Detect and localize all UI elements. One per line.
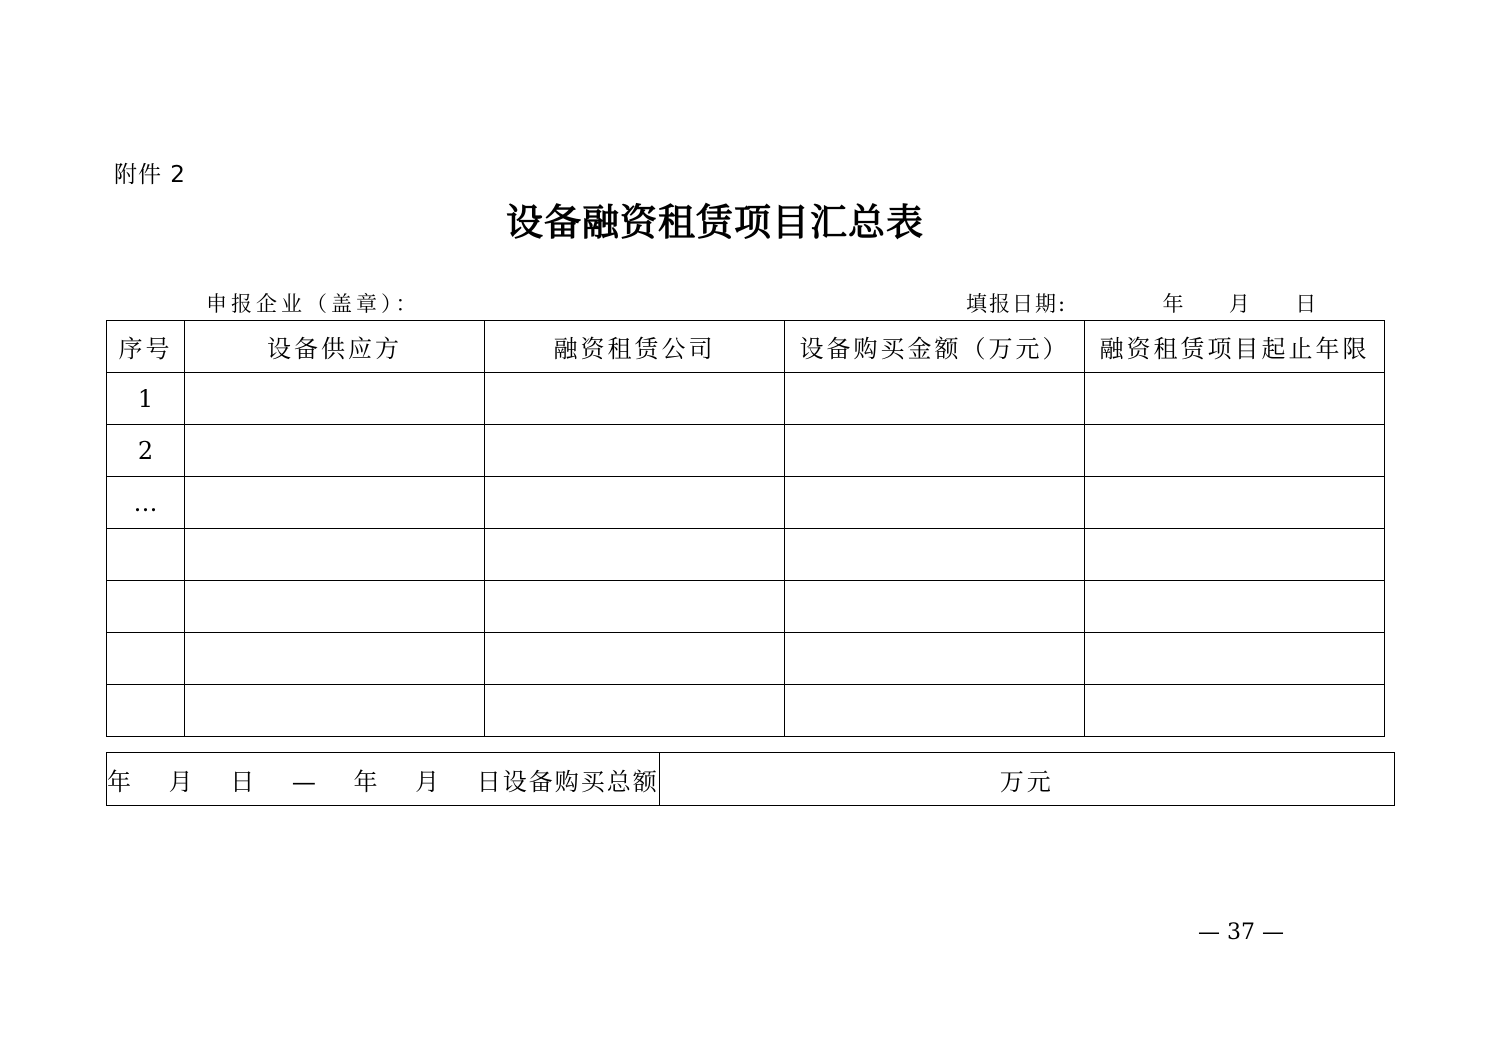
leasing-company-cell[interactable] (485, 373, 785, 425)
header-seq: 序号 (107, 321, 185, 373)
table-row (107, 685, 1385, 737)
leasing-company-cell[interactable] (485, 581, 785, 633)
table-row (107, 581, 1385, 633)
purchase-amount-cell[interactable] (785, 685, 1085, 737)
table-row (107, 477, 1385, 529)
row-seq: 1 (107, 373, 185, 425)
lease-term-cell[interactable] (1085, 529, 1385, 581)
purchase-amount-cell[interactable] (785, 425, 1085, 477)
lease-term-cell[interactable] (1085, 581, 1385, 633)
leasing-company-cell[interactable] (485, 685, 785, 737)
fill-date-year: 年 (1162, 292, 1186, 316)
total-row-table (106, 752, 1395, 806)
purchase-amount-cell[interactable] (785, 477, 1085, 529)
leasing-company-cell[interactable] (485, 477, 785, 529)
summary-table (106, 320, 1385, 737)
header-supplier: 设备供应方 (185, 321, 485, 373)
table-row (107, 373, 1385, 425)
fill-date-label: 填报日期: (966, 292, 1068, 316)
leasing-company-cell[interactable] (485, 425, 785, 477)
row-seq: 2 (107, 425, 185, 477)
header-purchase-amount: 设备购买金额（万元） (785, 321, 1085, 373)
table-row (107, 529, 1385, 581)
row-seq (107, 581, 185, 633)
attachment-label: 附件 2 (114, 162, 186, 188)
lease-term-cell[interactable] (1085, 425, 1385, 477)
lease-term-cell[interactable] (1085, 373, 1385, 425)
table-row (107, 425, 1385, 477)
purchase-amount-cell[interactable] (785, 529, 1085, 581)
total-period-label: 年 月 日 — 年 月 日设备购买总额 (107, 753, 660, 806)
row-seq (107, 633, 185, 685)
purchase-amount-cell[interactable] (785, 633, 1085, 685)
supplier-cell[interactable] (185, 425, 485, 477)
supplier-cell[interactable] (185, 373, 485, 425)
lease-term-cell[interactable] (1085, 477, 1385, 529)
header-leasing-company: 融资租赁公司 (485, 321, 785, 373)
page-number: — 37 — (1198, 920, 1284, 945)
supplier-cell[interactable] (185, 529, 485, 581)
purchase-amount-cell[interactable] (785, 581, 1085, 633)
fill-date (966, 288, 1318, 318)
fill-date-month: 月 (1228, 292, 1252, 316)
table-row (107, 633, 1385, 685)
total-row (107, 753, 1395, 806)
leasing-company-cell[interactable] (485, 633, 785, 685)
row-seq (107, 529, 185, 581)
table-header-row (107, 321, 1385, 373)
total-amount-cell[interactable]: 万元 (659, 753, 1394, 806)
lease-term-cell[interactable] (1085, 685, 1385, 737)
leasing-company-cell[interactable] (485, 529, 785, 581)
applicant-label: 申报企业（盖章）： (206, 292, 421, 316)
fill-date-day: 日 (1295, 292, 1319, 316)
document-title: 设备融资租赁项目汇总表 (506, 201, 924, 244)
row-seq: … (107, 477, 185, 529)
supplier-cell[interactable] (185, 633, 485, 685)
row-seq (107, 685, 185, 737)
supplier-cell[interactable] (185, 477, 485, 529)
supplier-cell[interactable] (185, 581, 485, 633)
purchase-amount-cell[interactable] (785, 373, 1085, 425)
supplier-cell[interactable] (185, 685, 485, 737)
header-lease-term: 融资租赁项目起止年限 (1085, 321, 1385, 373)
lease-term-cell[interactable] (1085, 633, 1385, 685)
